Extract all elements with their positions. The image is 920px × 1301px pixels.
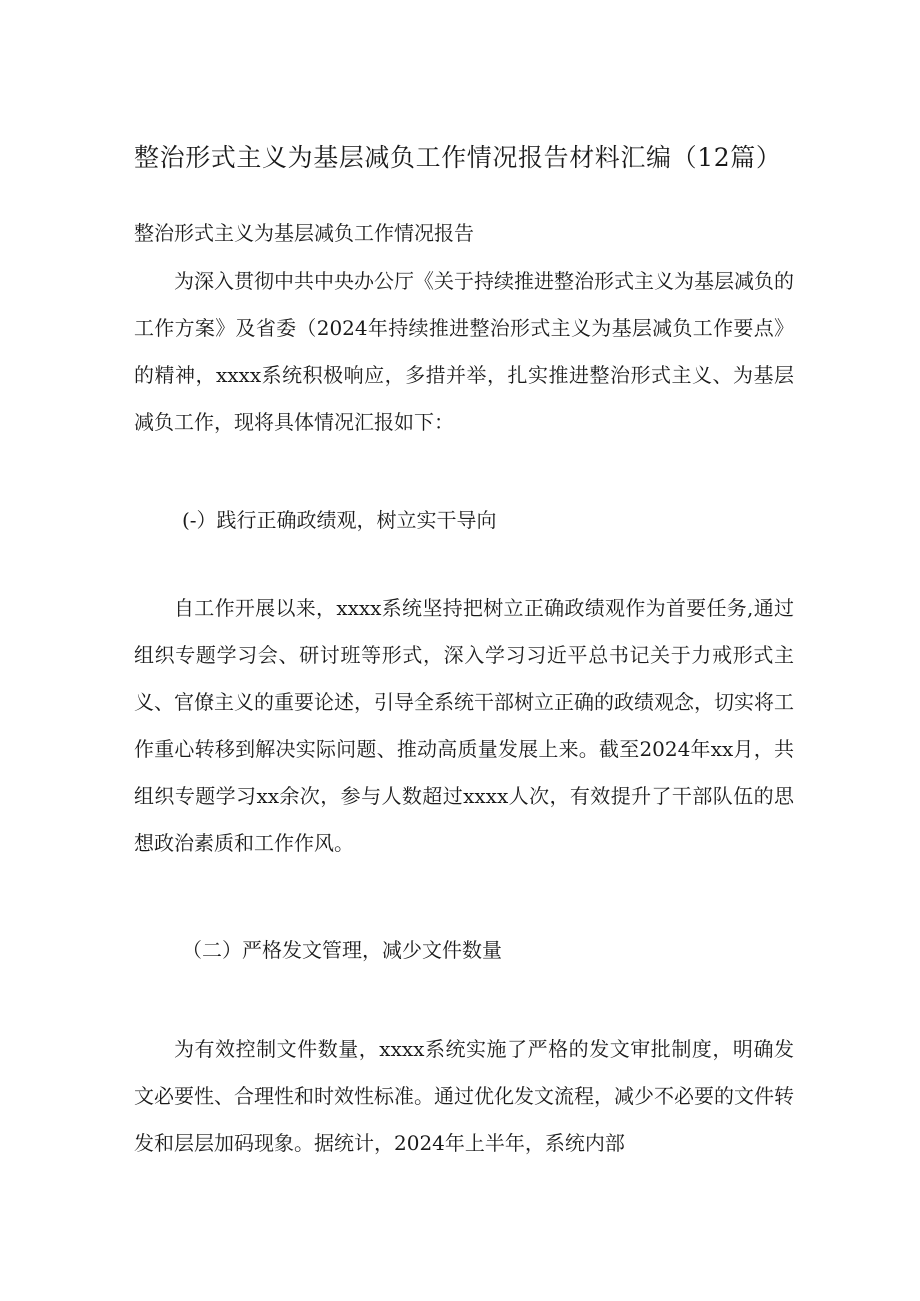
intro-paragraph: 为深入贯彻中共中央办公厅《关于持续推进整治形式主义为基层减负的工作方案》及省委（2024年持续推进整治形式主义为基层减负工作要点》的精神，xxxx系统积极响应，多措并举，扎实推进整治形式主义、为基层减负工作，现将具体情况汇报如下： [134,269,794,434]
section-heading-1: (-）践行正确政绩观，树立实干导向 [182,508,497,532]
report-subtitle: 整治形式主义为基层减负工作情况报告 [134,221,474,245]
section-paragraph-2: 为有效控制文件数量，xxxx系统实施了严格的发文审批制度，明确发文必要性、合理性和时效性标准。通过优化发文流程，减少不必要的文件转发和层层加码现象。据统计，2024年上半年，系统内部 [134,1037,794,1155]
document-title: 整治形式主义为基层减负工作情况报告材料汇编（12篇） [134,143,782,172]
section-paragraph-1: 自工作开展以来，xxxx系统坚持把树立正确政绩观作为首要任务,通过组织专题学习会、研讨班等形式，深入学习习近平总书记关于力戒形式主义、官僚主义的重要论述，引导全系统干部树立正确的政绩观念，切实将工作重心转移到解决实际问题、推动高质量发展上来。截至2024年xx月，共组织专题学习xx余次，参与人数超过xxxx人次，有效提升了干部队伍的思想政治素质和工作作风。 [134,596,794,855]
section-heading-2: （二）严格发文管理，减少文件数量 [182,938,502,962]
